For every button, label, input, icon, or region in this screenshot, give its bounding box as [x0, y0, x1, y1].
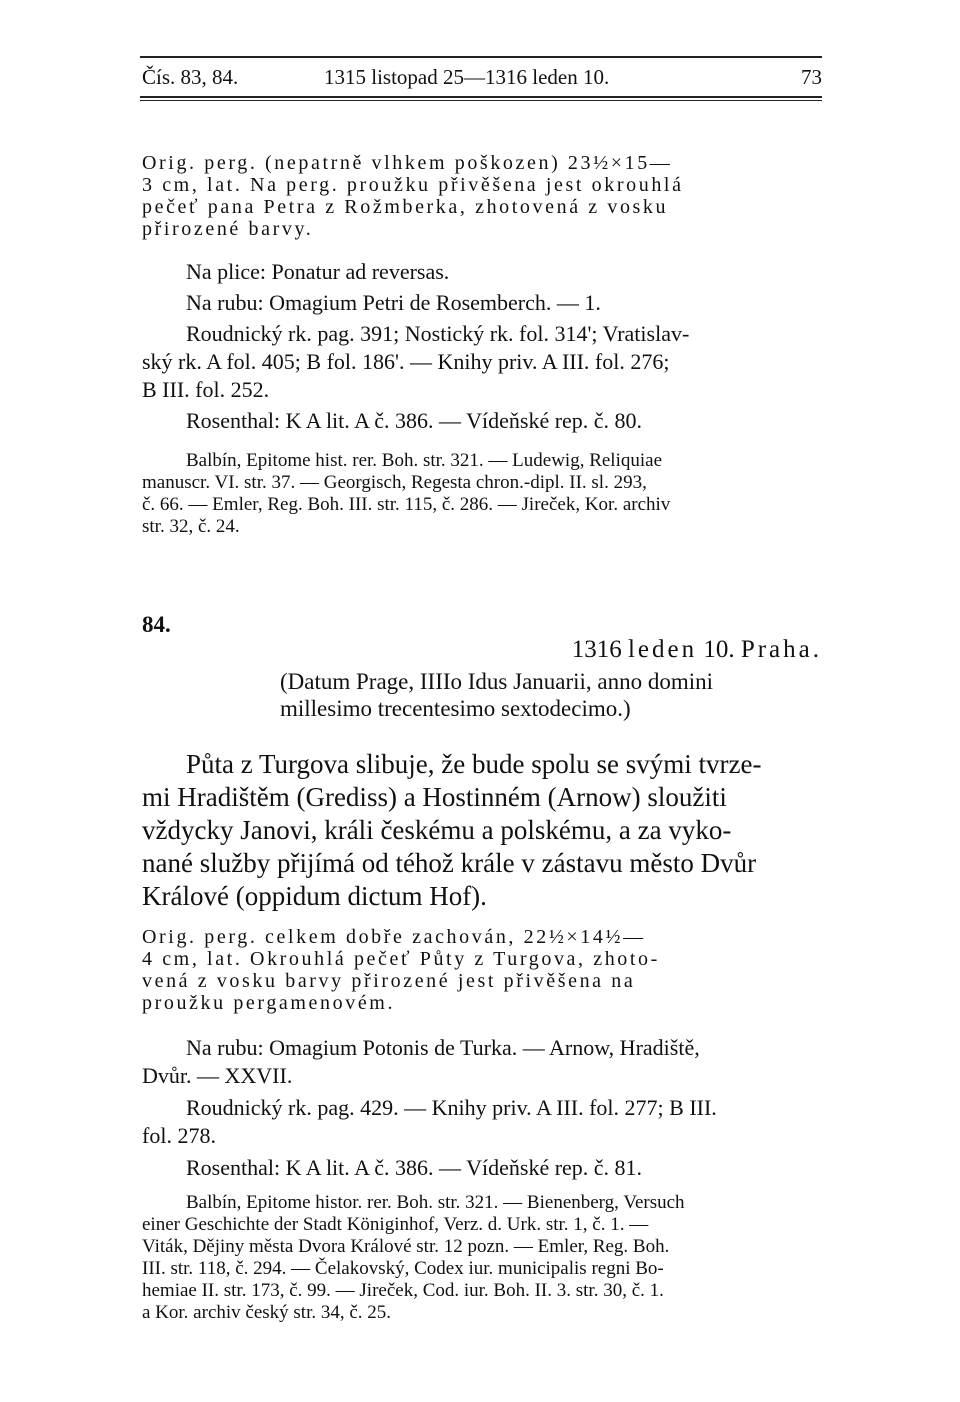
header-bottom-rule: [140, 96, 822, 98]
doc84-note-rubu: Na rubu: Omagium Potonis de Turka. — Arnow, Hradiště, Dvůr. — XXVII.: [142, 1035, 700, 1088]
header-document-numbers: Čís. 83, 84.: [142, 65, 239, 89]
doc84-original-description: Orig. perg. celkem dobře zachován, 22½×14½— 4 cm, lat. Okrouhlá pečeť Půty z Turgova, zhoto- vená z vosku barvy přirozené jest přivěšena na proužku pergamenovém.: [142, 926, 660, 1014]
page-number: 73: [801, 65, 822, 89]
doc84-number: 84.: [142, 612, 171, 637]
doc83-notes: [142, 258, 824, 435]
header-bottom-rule-thin: [140, 100, 822, 101]
doc84-date-year: 1316: [571, 636, 622, 663]
doc84-dating-formula: (Datum Prage, IIIIo Idus Januarii, anno domini millesimo trecentesimo sextodecimo.): [280, 669, 714, 721]
doc84-literature: Balbín, Epitome histor. rer. Boh. str. 321. — Bienenberg, Versuch einer Geschichte der Stadt Königinhof, Verz. d. Urk. str. 1, č. 1. — Viták, Dějiny města Dvora Králové str. 12 pozn. — Emler, Reg. Boh. III. str. 118, č. 294. — Čelakovský, Codex iur. municipalis regni Bo- hemiae II. str. 173, č. 99. — Jireček, Cod. iur. Boh. II. 3. str. 30, č. 1. a Kor. archiv český str. 34, č. 25.: [142, 1192, 685, 1323]
doc84-summary: Půta z Turgova slibuje, že bude spolu se svými tvrze- mi Hradištěm (Grediss) a Hostinném (Arnow) sloužiti vždycky Janovi, králi českému a polskému, a za vyko- nané služby přijímá od téhož krále v zástavu město Dvůr Králové (oppidum dictum Hof).: [142, 749, 762, 911]
doc84-date: [572, 636, 822, 664]
doc83-note-registers: Roudnický rk. pag. 391; Nostický rk. fol. 314'; Vratislav- ský rk. A fol. 405; B fol. 186'. — Knihy priv. A III. fol. 276; B III. fol. 252.: [142, 321, 690, 402]
doc84-date-day: 10.: [703, 636, 735, 663]
doc83-note-rubu: Na rubu: Omagium Petri de Rosemberch. — 1.: [186, 290, 601, 315]
doc84-note-registers: Roudnický rk. pag. 429. — Knihy priv. A III. fol. 277; B III. fol. 278.: [142, 1095, 717, 1148]
doc84-note-rosenthal: Rosenthal: K A lit. A č. 386. — Vídeňské rep. č. 81.: [186, 1155, 643, 1180]
doc83-note-rosenthal: Rosenthal: K A lit. A č. 386. — Vídeňské rep. č. 80.: [186, 408, 643, 433]
header-top-rule: [140, 56, 822, 58]
doc84-date-month: leden: [627, 636, 698, 663]
doc83-original-description: Orig. perg. (nepatrně vlhkem poškozen) 23½×15— 3 cm, lat. Na perg. proužku přivěšena jest okrouhlá pečeť pana Petra z Rožmberka, zhotovená z vosku přirozené barvy.: [142, 152, 684, 240]
doc83-literature: Balbín, Epitome hist. rer. Boh. str. 321. — Ludewig, Reliquiae manuscr. VI. str. 37. — Georgisch, Regesta chron.-dipl. II. sl. 293, č. 66. — Emler, Reg. Boh. III. str. 115, č. 286. — Jireček, Kor. archiv str. 32, č. 24.: [142, 450, 671, 537]
doc84-notes: [142, 1034, 824, 1182]
doc83-note-plica: Na plice: Ponatur ad reversas.: [186, 259, 450, 284]
header-date-range: 1315 listopad 25—1316 leden 10.: [324, 65, 610, 89]
doc84-date-place: Praha.: [740, 636, 822, 663]
